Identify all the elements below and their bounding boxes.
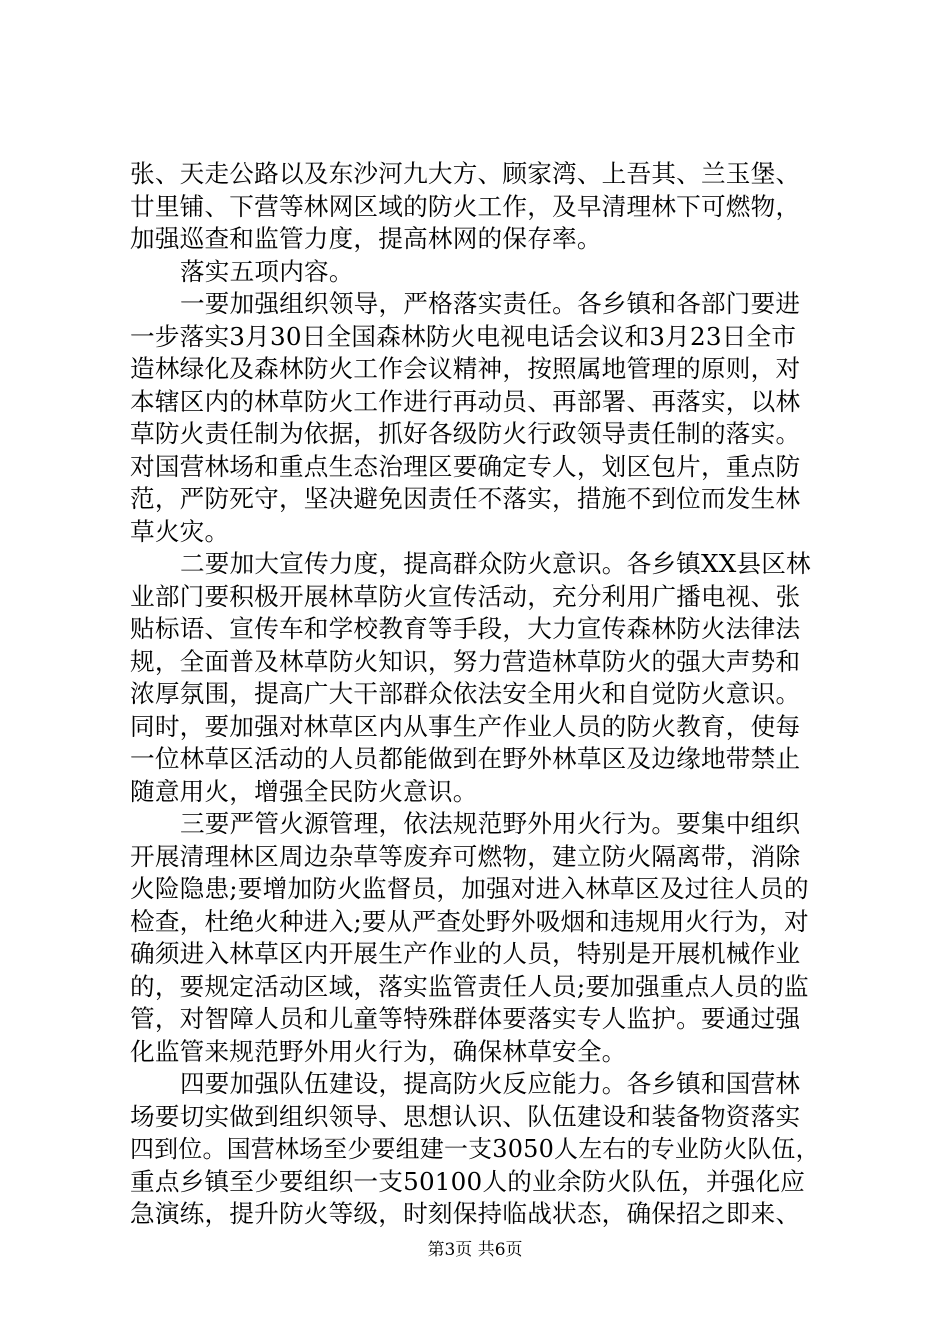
text-line: 重点乡镇至少要组织一支50100人的业余防火队伍，并强化应 <box>130 1166 806 1196</box>
text-line: 造林绿化及森林防火工作会议精神，按照属地管理的原则，对 <box>130 354 801 383</box>
text-line: 一位林草区活动的人员都能做到在野外林草区及边缘地带禁止 <box>130 744 801 773</box>
text-line: 开展清理林区周边杂草等废弃可燃物，建立防火隔离带，消除 <box>130 841 801 871</box>
text-line: 同时，要加强对林草区内从事生产作业人员的防火教育，使每 <box>130 711 801 741</box>
text-line: 的，要规定活动区域，落实监管责任人员;要加强重点人员的监 <box>130 971 809 1001</box>
paragraph-first-line: 三要严管火源管理，依法规范野外用火行为。要集中组织 <box>180 809 801 838</box>
text-line: 浓厚氛围，提高广大干部群众依法安全用火和自觉防火意识。 <box>130 679 801 708</box>
text-line: 检查，杜绝火种进入;要从严查处野外吸烟和违规用火行为，对 <box>130 906 809 936</box>
text-line: 对国营林场和重点生态治理区要确定专人，划区包片，重点防 <box>130 451 801 481</box>
document-body <box>130 158 830 1231</box>
text-line: 随意用火，增强全民防火意识。 <box>130 776 478 806</box>
text-line: 确须进入林草区内开展生产作业的人员，特别是开展机械作业 <box>130 939 801 968</box>
text-line: 场要切实做到组织领导、思想认识、队伍建设和装备物资落实 <box>130 1101 801 1131</box>
text-line: 廿里铺、下营等林网区域的防火工作，及早清理林下可燃物， <box>130 191 801 221</box>
paragraph-first-line: 二要加大宣传力度，提高群众防火意识。各乡镇XX县区林 <box>180 549 811 578</box>
text-line: 贴标语、宣传车和学校教育等手段，大力宣传森林防火法律法 <box>130 614 801 643</box>
page-footer: 第3页 共6页 <box>427 1240 523 1260</box>
paragraph-first-line: 四要加强队伍建设，提高防火反应能力。各乡镇和国营林 <box>180 1069 801 1098</box>
text-line: 管，对智障人员和儿童等特殊群体要落实专人监护。要通过强 <box>130 1004 801 1033</box>
text-line: 加强巡查和监管力度，提高林网的保存率。 <box>130 224 602 253</box>
text-line: 化监管来规范野外用火行为，确保林草安全。 <box>130 1036 627 1066</box>
text-line: 四到位。国营林场至少要组建一支3050人左右的专业防火队伍， <box>130 1135 820 1163</box>
text-line: 本辖区内的林草防火工作进行再动员、再部署、再落实，以林 <box>130 386 801 416</box>
paragraph-first-line: 落实五项内容。 <box>180 256 354 286</box>
text-line: 一步落实3月30日全国森林防火电视电话会议和3月23日全市 <box>130 321 797 351</box>
text-line: 草火灾。 <box>130 516 230 546</box>
text-line: 规，全面普及林草防火知识，努力营造林草防火的强大声势和 <box>130 646 801 676</box>
text-line: 火险隐患;要增加防火监督员，加强对进入林草区及过往人员的 <box>130 874 809 903</box>
text-line: 急演练，提升防火等级，时刻保持临战状态，确保招之即来、 <box>130 1199 801 1228</box>
text-line: 草防火责任制为依据，抓好各级防火行政领导责任制的落实。 <box>130 419 801 448</box>
text-line: 张、天走公路以及东沙河九大方、顾家湾、上吾其、兰玉堡、 <box>130 159 801 188</box>
text-line: 范，严防死守，坚决避免因责任不落实，措施不到位而发生林 <box>130 484 801 513</box>
paragraph-first-line: 一要加强组织领导，严格落实责任。各乡镇和各部门要进 <box>180 289 801 318</box>
text-line: 业部门要积极开展林草防火宣传活动，充分利用广播电视、张 <box>130 581 801 611</box>
